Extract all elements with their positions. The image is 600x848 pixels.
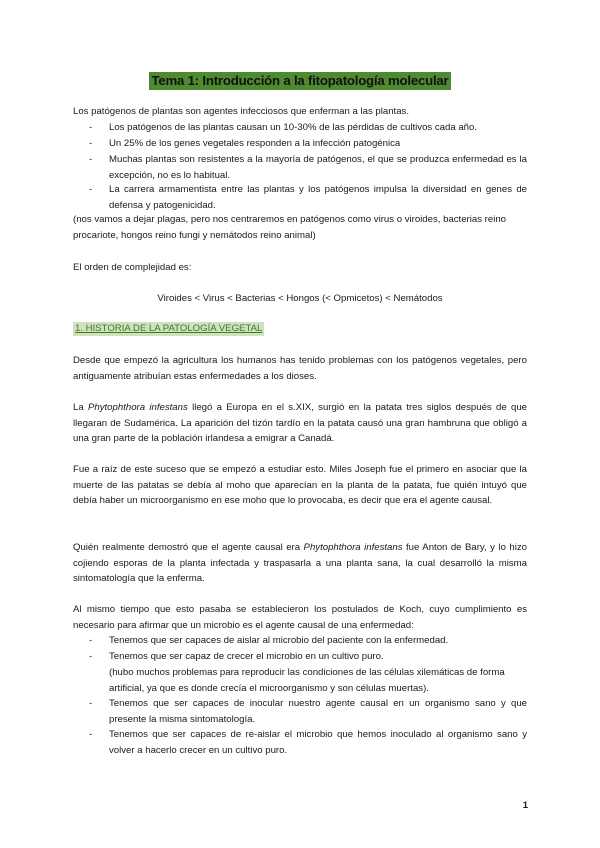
list-item-note: (hubo muchos problemas para reproducir las condiciones de las células xilemáticas de forma artificial, ya que es donde crecía el microorganismo y son células muertas).	[109, 667, 505, 694]
bullet-dash: -	[89, 122, 93, 133]
list-item: - Muchas plantas son resistentes a la mayoría de patógenos, el que se produzca enfermedad es la excepción, no es lo habitual.	[89, 154, 527, 181]
bullet-dash: -	[89, 138, 93, 149]
bullet-dash: -	[89, 184, 93, 195]
page-number: 1	[522, 800, 528, 811]
list-item: - Tenemos que ser capaces de re-aislar el microbio que hemos inoculado al organismo sano y volver a hacerlo crecer en un cultivo puro.	[89, 729, 527, 756]
list-item: - Tenemos que ser capaz de crecer el microbio en un cultivo puro.	[91, 649, 527, 665]
bullet-dash: -	[89, 651, 93, 662]
paragraph-3: Fue a raíz de este suceso que se empezó a estudiar esto. Miles Joseph fue el primero en asociar que la muerte de las patatas se debía al moho que aparecían en la planta de la patata, fue quién intuyó que debía haber un microorganismo en ese moho que lo provocaba, es decir que era el agente causal.	[73, 464, 527, 506]
paragraph-4: Quién realmente demostró que el agente causal era Phytophthora infestans fue Anton de Bary, y lo hizo cojiendo esporas de la planta infectada y traspasarla a una planta sana, la cual desarrolló la misma sintomatología que la enferma.	[73, 542, 528, 584]
bullet-dash: -	[89, 729, 93, 740]
bullet-dash: -	[89, 154, 93, 165]
list-item: - Tenemos que ser capaces de aislar al microbio del paciente con la enfermedad.	[91, 633, 527, 649]
species-name: Phytophthora infestans	[87, 402, 188, 413]
intro-text: Los patógenos de plantas son agentes infecciosos que enferman a las plantas.	[73, 106, 410, 117]
title-container	[0, 72, 600, 90]
list-item: - Los patógenos de las plantas causan un 10-30% de las pérdidas de cultivos cada año.	[91, 120, 527, 136]
section-heading: 1. HISTORIA DE LA PATOLOGÍA VEGETAL	[75, 323, 263, 334]
page-title: Tema 1: Introducción a la fitopatología molecular	[149, 72, 452, 90]
complexity-label: El orden de complejidad es:	[73, 262, 192, 273]
note-text: (nos vamos a dejar plagas, pero nos centraremos en patógenos como virus o viroides, bacterias reino procariote, hongos reino fungi y nemátodos reino animal)	[73, 214, 507, 241]
paragraph-1: Desde que empezó la agricultura los humanos has tenido problemas con los patógenos vegetales, pero antiguamente atribuían estas enfermedades a los dioses.	[73, 355, 527, 382]
paragraph-2: La Phytophthora infestans llegó a Europa en el s.XIX, surgió en la patata tres siglos después de que llegaran de Sudamérica. La aparición del tizón tardío en la patata causó una gran hambruna que obligó a una gran parte de la población irlandesa a emigrar a Canadá.	[73, 402, 527, 444]
species-name: Phytophthora infestans	[303, 542, 403, 553]
list-item: - Un 25% de los genes vegetales responden a la infección patogénica	[91, 136, 527, 152]
complexity-order: Viroides < Virus < Bacterias < Hongos (< Opmicetos) < Nemátodos	[157, 293, 443, 304]
paragraph-5: Al mismo tiempo que esto pasaba se establecieron los postulados de Koch, cuyo cumplimiento es necesario para afirmar que un microbio es el agente causal de una enfermedad:	[73, 604, 527, 631]
list-item: - La carrera armamentista entre las plantas y los patógenos impulsa la diversidad en genes de defensa y patogenicidad.	[89, 184, 527, 211]
bullet-dash: -	[89, 635, 93, 646]
list-item: - Tenemos que ser capaces de inocular nuestro agente causal en un organismo sano y que presente la misma sintomatología.	[89, 698, 527, 725]
bullet-dash: -	[89, 698, 93, 709]
